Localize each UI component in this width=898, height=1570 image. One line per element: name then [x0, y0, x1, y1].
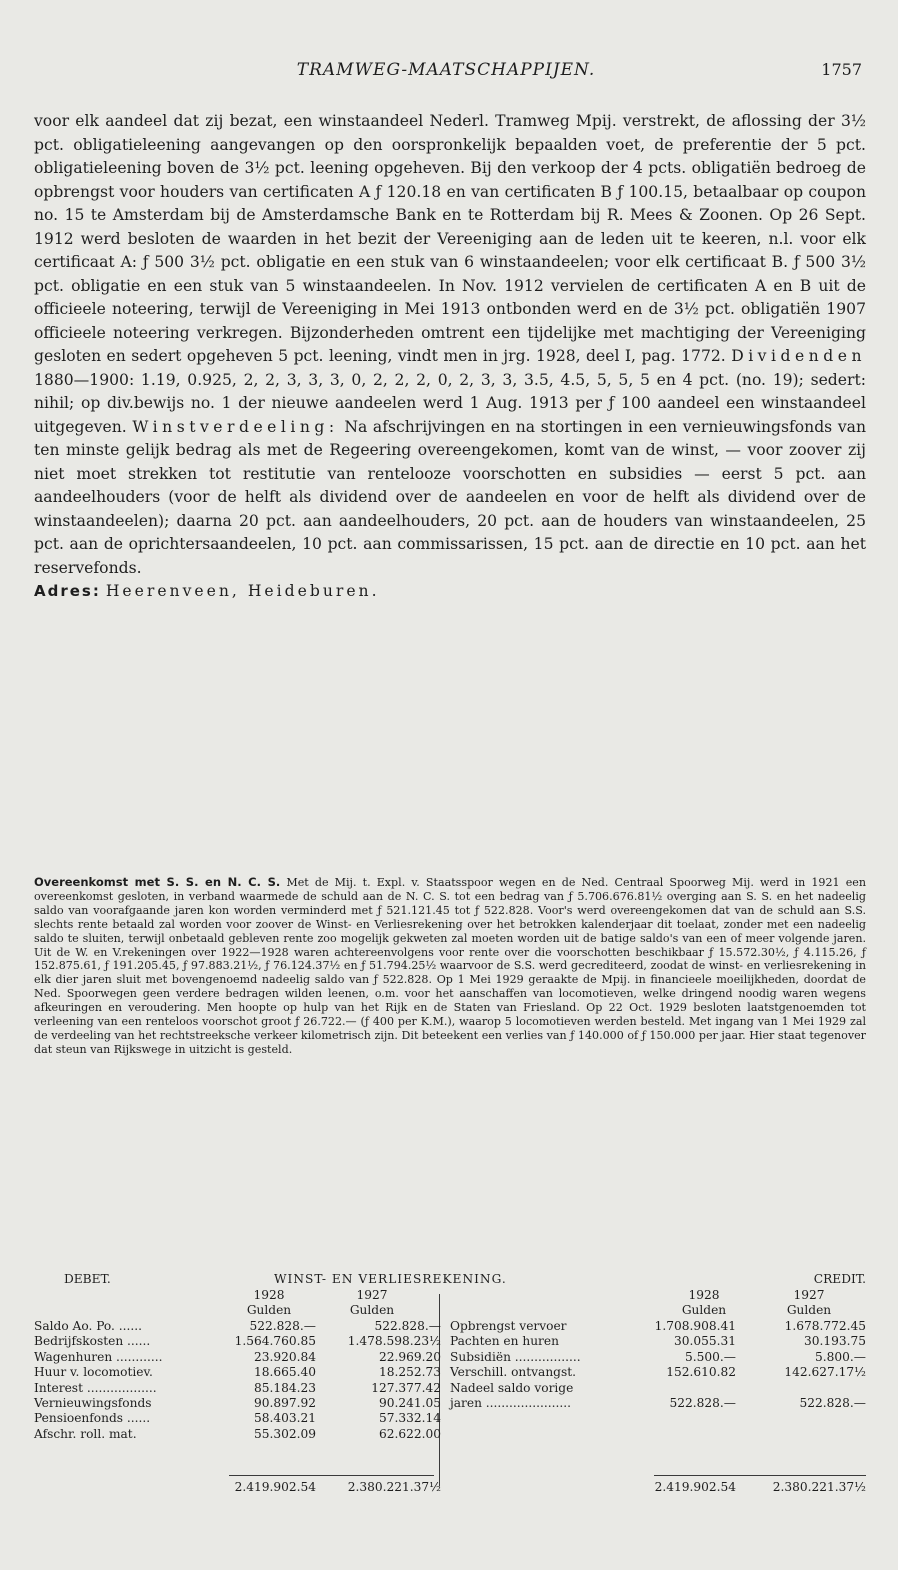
dividenden-label: Dividenden: [731, 347, 866, 365]
debit-value-1928: 55.302.09: [253, 1426, 316, 1441]
debit-sum-rule: [229, 1475, 434, 1476]
table-row: [34, 1381, 866, 1396]
debit-item-label: Vernieuwingsfonds: [34, 1395, 152, 1410]
credit-value-1928: 5.500.—: [685, 1349, 736, 1364]
debit-value-1927: 57.332.14: [378, 1411, 441, 1426]
winstverdeeling-label: Winstverdeeling:: [132, 417, 339, 436]
unit-header: Gulden: [786, 1303, 832, 1317]
running-title: TRAMWEG-MAATSCHAPPIJEN.: [296, 60, 596, 80]
table-row: [34, 1319, 866, 1334]
credit-value-1927: 142.627.17½: [784, 1365, 866, 1380]
debit-value-1928: 90.897.92: [253, 1395, 316, 1410]
unit-header: Gulden: [246, 1303, 292, 1317]
total-credit-1927: 2.380.221.37½: [772, 1480, 866, 1494]
year-header: 1927: [793, 1288, 825, 1302]
agreement-paragraph: [34, 876, 866, 1057]
credit-label: CREDIT.: [813, 1272, 866, 1286]
paragraph-part-profit-distribution: Na afschrijvingen en na stortingen in een vernieuwingsfonds van ten minste gelijk bedrag als met de Regeering overeengekomen, komt van de winst, — voor zoover zij niet moet strekken tot restitutie van rentelooze voorschotten en subsidies — eerst 5 pct. aan aandeelhouders (voor de helft als dividend over de aandeelen en voor de helft als dividend over de winstaandeelen); daarna 20 pct. aan aandeelhouders, 20 pct. aan de houders van winstaandeelen, 25 pct. aan de oprichtersaandeelen, 10 pct. aan commissarissen, 15 pct. aan de directie en 10 pct. aan het reservefonds.: [34, 417, 866, 577]
debit-value-1927: 62.622.00: [378, 1426, 441, 1441]
table-row: [34, 1411, 866, 1426]
credit-value-1928: 1.708.908.41: [654, 1319, 736, 1333]
table-row: [34, 1427, 866, 1442]
profit-loss-account: [34, 1272, 866, 1502]
credit-item-label: Opbrengst vervoer: [450, 1319, 567, 1333]
debit-item-label: Huur v. locomotiev.: [34, 1365, 153, 1380]
account-header: [34, 1272, 866, 1288]
credit-item-label: Pachten en huren: [450, 1334, 559, 1349]
credit-value-1927: 1.678.772.45: [784, 1319, 866, 1333]
unit-headers: [34, 1303, 866, 1318]
address-line: [34, 580, 866, 604]
year-header: 1927: [356, 1288, 388, 1302]
unit-header: Gulden: [681, 1303, 727, 1317]
debit-value-1927: 22.969.20: [378, 1349, 441, 1364]
year-header: 1928: [688, 1288, 720, 1302]
debit-value-1927: 1.478.598.23½: [347, 1334, 441, 1349]
debit-value-1928: 522.828.—: [249, 1319, 316, 1333]
credit-value-1928: 30.055.31: [673, 1334, 736, 1349]
debit-value-1927: 522.828.—: [374, 1319, 441, 1333]
credit-sum-rule: [654, 1475, 866, 1476]
year-headers: [34, 1288, 866, 1303]
debet-label: DEBET.: [64, 1272, 111, 1286]
credit-value-1928: 152.610.82: [666, 1365, 736, 1380]
debit-item-label: Interest ..................: [34, 1380, 157, 1395]
credit-item-label: jaren ......................: [450, 1395, 572, 1410]
debit-item-label: Bedrijfskosten ......: [34, 1334, 151, 1349]
credit-value-1927: 5.800.—: [815, 1349, 866, 1364]
year-header: 1928: [253, 1288, 285, 1302]
debit-value-1928: 85.184.23: [253, 1380, 316, 1395]
table-row: [34, 1350, 866, 1365]
table-row: [34, 1334, 866, 1349]
credit-item-label: Subsidiën .................: [450, 1349, 581, 1364]
paragraph-part-dividends: 1880—1900: 1.19, 0.925, 2, 2, 3, 3, 3, 0, 2, 2, 2, 0, 2, 3, 3, 3.5, 4.5, 5, 5, 5 en 4 pct. (no. 19); sedert: nihil; op div.bewijs no. 1 der nieuwe aandeelen werd 1 Aug. 1913 per ƒ 100 aandeel een winstaandeel uitgegeven.: [34, 370, 866, 436]
debit-value-1928: 58.403.21: [253, 1411, 316, 1426]
debit-value-1928: 1.564.760.85: [234, 1334, 316, 1349]
agreement-text: Met de Mij. t. Expl. v. Staatsspoor wegen en de Ned. Centraal Spoorweg Mij. werd in 1921 een overeenkomst gesloten, in verband waarmede de schuld aan de N. C. S. tot een bedrag van ƒ 5.706.676.81½ overging aan S. S. en het nadeelig saldo van voorafgaande jaren kon worden verminderd met ƒ 521.121.45 tot ƒ 522.828. Voor's werd overeengekomen dat van de schuld aan S.S. slechts rente betaald zal worden voor zoover de Winst- en Verliesrekening over het betrokken kalenderjaar dit toelaat, zonder met een nadeelig saldo te sluiten, terwijl onbetaald gebleven rente zoo mogelijk gekweten zal moeten worden uit de batige saldo's van een of meer volgende jaren. Uit de W. en V.rekeningen over 1922—1928 waren achtereenvolgens voor rente over die voorschotten beschikbaar ƒ 15.572.30½, ƒ 4.115.26, ƒ 152.875.61, ƒ 191.205.45, ƒ 97.883.21½, ƒ 76.124.37½ en ƒ 51.794.25½ waarvoor de S.S. werd gecrediteerd, zoodat de winst- en verliesrekening in elk dier jaren sluit met bovengenoemd nadeelig saldo van ƒ 522.828. Op 1 Mei 1929 geraakte de Mpij. in financieele moeilijkheden, doordat de Ned. Spoorwegen geen verdere bedragen wilden leenen, o.m. voor het aanschaffen van locomotieven, welke dringend noodig waren wegens afkeuringen en veroudering. Men hoopte op hulp van het Rijk en de Staten van Friesland. Op 22 Oct. 1929 besloten laatstgenoemden tot verleening van een renteloos voorschot groot ƒ 26.722.— (ƒ 400 per K.M.), waarop 5 locomotieven werden besteld. Met ingang van 1 Mei 1929 zal de verdeeling van het rechtstreeksche verkeer kilometrisch zijn. Dit beteekent een verlies van ƒ 140.000 of ƒ 150.000 per jaar. Hier staat tegenover dat steun van Rijkswege in uitzicht is gesteld.: [34, 876, 866, 1056]
debit-item-label: Pensioenfonds ......: [34, 1411, 151, 1426]
credit-item-label: Nadeel saldo vorige: [450, 1380, 574, 1395]
main-paragraph: [34, 110, 866, 604]
total-debit-1928: 2.419.902.54: [234, 1480, 316, 1494]
debit-value-1927: 18.252.73: [378, 1365, 441, 1380]
address-value: Heerenveen, Heideburen.: [105, 582, 380, 600]
table-row: [34, 1396, 866, 1411]
debit-value-1927: 90.241.05: [378, 1395, 441, 1410]
unit-header: Gulden: [349, 1303, 395, 1317]
credit-item-label: Verschill. ontvangst.: [450, 1365, 577, 1380]
debit-item-label: Afschr. roll. mat.: [34, 1426, 137, 1441]
debit-value-1928: 23.920.84: [253, 1349, 316, 1364]
account-totals: [34, 1480, 866, 1498]
debit-value-1928: 18.665.40: [253, 1365, 316, 1380]
paragraph-part-history: voor elk aandeel dat zij bezat, een winstaandeel Nederl. Tramweg Mpij. verstrekt, de aflossing der 3½ pct. obligatieleening aangevangen op den oorspronkelijk bepaalden voet, de preferentie der 5 pct. obligatieleening boven de 3½ pct. leening opgeheven. Bij den verkoop der 4 pcts. obligatiën bedroeg de opbrengst voor houders van certificaten A ƒ 120.18 en van certificaten B ƒ 100.15, betaalbaar op coupon no. 15 te Amsterdam bij de Amsterdamsche Bank en te Rotterdam bij R. Mees & Zoonen. Op 26 Sept. 1912 werd besloten de waarden in het bezit der Vereeniging aan de leden uit te keeren, n.l. voor elk certificaat A: ƒ 500 3½ pct. obligatie en een stuk van 6 winstaandeelen; voor elk certificaat B. ƒ 500 3½ pct. obligatie en een stuk van 5 winstaandeelen. In Nov. 1912 vervielen de certificaten A en B uit de officieele noteering, terwijl de Vereeniging in Mei 1913 ontbonden werd en de 3½ pct. obligatiën 1907 officieele noteering verkregen. Bijzonderheden omtrent een tijdelijke met machtiging der Vereeniging gesloten en sedert opgeheven 5 pct. leening, vindt men in jrg. 1928, deel I, pag. 1772.: [34, 112, 866, 365]
table-row: [34, 1365, 866, 1380]
agreement-lead: Overeenkomst met S. S. en N. C. S.: [34, 875, 281, 889]
credit-value-1928: 522.828.—: [669, 1395, 736, 1410]
total-debit-1927: 2.380.221.37½: [347, 1480, 441, 1494]
account-rows: [34, 1319, 866, 1442]
address-label: Adres:: [34, 582, 101, 600]
debit-item-label: Wagenhuren ............: [34, 1349, 163, 1364]
page-number: 1757: [821, 60, 862, 79]
credit-value-1927: 30.193.75: [803, 1334, 866, 1349]
account-title: WINST- EN VERLIESREKENING.: [274, 1272, 507, 1286]
total-credit-1928: 2.419.902.54: [654, 1480, 736, 1494]
debit-item-label: Saldo Ao. Po. ......: [34, 1319, 143, 1333]
page-header: [30, 60, 862, 86]
credit-value-1927: 522.828.—: [799, 1395, 866, 1410]
debit-value-1927: 127.377.42: [371, 1380, 441, 1395]
